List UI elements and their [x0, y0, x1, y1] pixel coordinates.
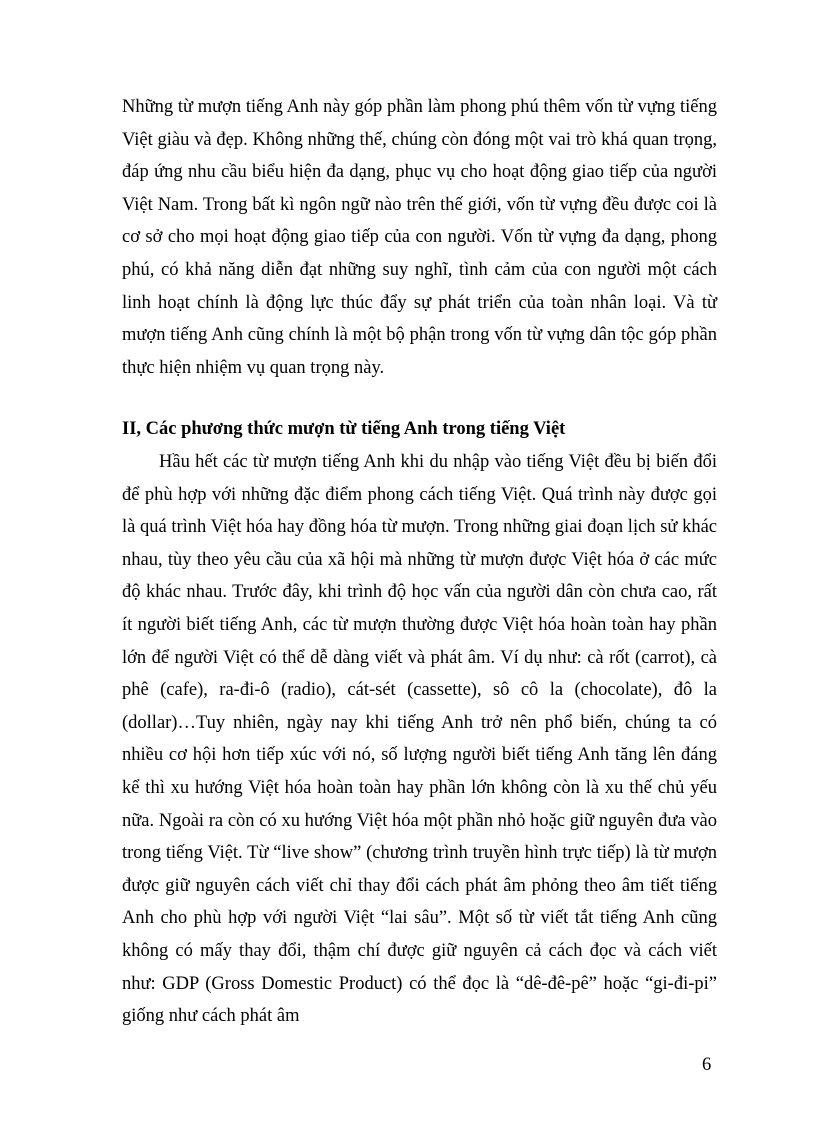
- page-number: 6: [702, 1055, 712, 1075]
- section-heading: II, Các phương thức mượn từ tiếng Anh trong tiếng Việt: [122, 419, 566, 439]
- body-paragraph-1: Những từ mượn tiếng Anh này góp phần làm phong phú thêm vốn từ vựng tiếng Việt giàu và đẹp. Không những thế, chúng còn đóng một vai trò khá quan trọng, đáp ứng nhu cầu biểu hiện đa dạng, phục vụ cho hoạt động giao tiếp của người Việt Nam. Trong bất kì ngôn ngữ nào trên thế giới, vốn từ vựng đều được coi là cơ sở cho mọi hoạt động giao tiếp của con người. Vốn từ vựng đa dạng, phong phú, có khả năng diễn đạt những suy nghĩ, tình cảm của con người một cách linh hoạt chính là động lực thúc đẩy sự phát triển của toàn nhân loại. Và từ mượn tiếng Anh cũng chính là một bộ phận trong vốn từ vựng dân tộc góp phần thực hiện nhiệm vụ quan trọng này.: [122, 97, 717, 378]
- body-paragraph-2: Hầu hết các từ mượn tiếng Anh khi du nhập vào tiếng Việt đều bị biến đổi để phù hợp với những đặc điểm phong cách tiếng Việt. Quá trình này được gọi là quá trình Việt hóa hay đồng hóa từ mượn. Trong những giai đoạn lịch sử khác nhau, tùy theo yêu cầu của xã hội mà những từ mượn được Việt hóa ở các mức độ khác nhau. Trước đây, khi trình độ học vấn của người dân còn chưa cao, rất ít người biết tiếng Anh, các từ mượn thường được Việt hóa hoàn toàn hay phần lớn để người Việt có thể dễ dàng viết và phát âm. Ví dụ như: cà rốt (carrot), cà phê (cafe), ra-đi-ô (radio), cát-sét (cassette), sô cô la (chocolate), đô la (dollar)…Tuy nhiên, ngày nay khi tiếng Anh trở nên phổ biến, chúng ta có nhiều cơ hội hơn tiếp xúc với nó, số lượng người biết tiếng Anh tăng lên đáng kể thì xu hướng Việt hóa hoàn toàn hay phần lớn không còn là xu thế chủ yếu nữa. Ngoài ra còn có xu hướng Việt hóa một phần nhỏ hoặc giữ nguyên đưa vào trong tiếng Việt. Từ “live show” (chương trình truyền hình trực tiếp) là từ mượn được giữ nguyên cách viết chỉ thay đổi cách phát âm phỏng theo âm tiết tiếng Anh cho phù hợp với người Việt “lai sâu”. Một số từ viết tắt tiếng Anh cũng không có mấy thay đổi, thậm chí được giữ nguyên cả cách đọc và cách viết như: GDP (Gross Domestic Product) có thể đọc là “dê-đê-pê” hoặc “gi-đi-pi” giống như cách phát âm: [122, 452, 717, 1027]
